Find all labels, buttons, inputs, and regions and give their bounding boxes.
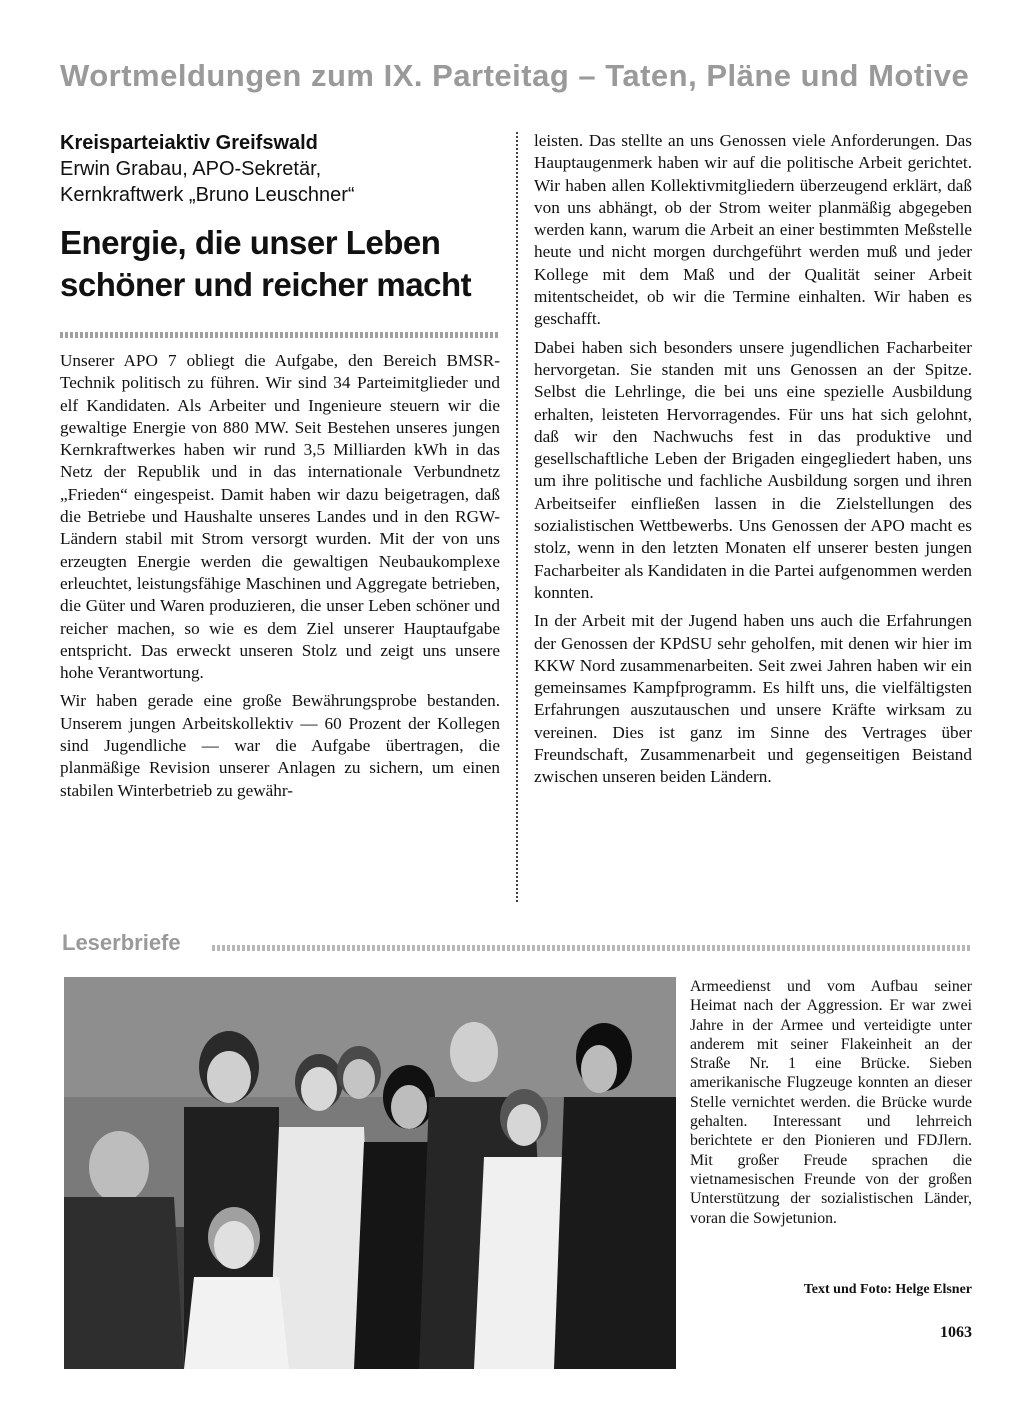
author-line-1: Erwin Grabau, APO-Sekretär, [60, 158, 322, 180]
section-label-leserbriefe: Leserbriefe [62, 930, 181, 955]
group-photo-icon [64, 977, 676, 1369]
author-line-2: Kernkraftwerk „Bruno Leuschner“ [60, 184, 355, 206]
headline [60, 222, 500, 306]
headline-line-1: Energie, die unser Leben [60, 224, 441, 261]
paragraph: In der Arbeit mit der Jugend haben uns auch die Erfahrungen der Genossen der KPdSU sehr geholfen, mit denen wir hier im KKW Nord zusammenarbeiten. Seit zwei Jahren haben wir ein gemeinsames Kampfprogramm. Es hilft uns, die vielfältigsten Erfahrungen auszutauschen und unsere Kräfte wirksam zu vereinen. Dies ist ganz im Sinne des Vertrages über Freundschaft, Zusammenarbeit und gegenseitigen Beistand zwischen unseren beiden Ländern. [534, 611, 972, 787]
column-divider [516, 132, 518, 902]
caption-text: Armeedienst und vom Aufbau seiner Heimat nach der Aggression. Er war zwei Jahre in der Armee und verteidigte unter anderem mit seiner Flakeinheit an der Straße Nr. 1 eine Brücke. Sieben amerikanische Flugzeuge konnten an dieser Stelle vernichtet werden. die Brücke wurde gehalten. Interessant und lehrreich berichtete er den Pionieren und FDJlern. Mit großer Freude sprachen die vietnamesischen Freunde von der großen Unterstützung der sozialistischen Länder, voran die Sowjetunion. [690, 978, 972, 1227]
headline-divider [60, 332, 500, 338]
section-divider [212, 945, 972, 951]
paragraph: leisten. Das stellte an uns Genossen viele Anforderungen. Das Hauptaugenmerk haben wir auf die politische Arbeit gerichtet. Wir haben allen Kollektivmitgliedern überzeugend erklärt, daß von uns abhängt, ob der Strom weiter planmäßig abgegeben werden kann, warum die Arbeit an einer bestimmten Meßstelle heute und nicht morgen durchgeführt werden muß und jeder Kollege mit dem Maß und der Qualität seiner Arbeit mitentscheidet, ob wir die Termine einhalten. Wir haben es geschafft. [534, 131, 972, 329]
photo-caption [690, 977, 972, 1228]
paragraph: Dabei haben sich besonders unsere jugendlichen Facharbeiter hervorgetan. Sie standen mit uns Genossen an der Spitze. Selbst die Lehrlinge, die bei uns eine spezielle Ausbildung erhalten, leisteten Hervorragendes. Für uns hat sich gelohnt, daß wir den Nachwuchs fest in das produktive und gesellschaftliche Leben der Brigaden eingegliedert haben, uns um ihre politische und fachliche Ausbildung sorgen und ihren Arbeitseifer einfließen lassen in die Zielstellungen des sozialistischen Wettbewerbs. Uns Genossen der APO macht es stolz, wenn in den letzten Monaten elf unserer besten jungen Facharbeiter als Kandidaten in die Partei aufgenommen werden konnten. [534, 337, 972, 602]
article-left-column [60, 130, 500, 808]
series-title: Wortmeldungen zum IX. Parteitag – Taten, Pläne und Motive [60, 58, 970, 93]
article-right-column [534, 130, 972, 795]
group-photo [64, 977, 676, 1369]
headline-line-2: schöner und reicher macht [60, 266, 472, 303]
photo-credit: Text und Foto: Helge Elsner [803, 1282, 972, 1297]
page-number: 1063 [940, 1324, 972, 1341]
organization: Kreisparteiaktiv Greifswald [60, 132, 318, 154]
paragraph: Wir haben gerade eine große Bewährungsprobe bestanden. Unserem jungen Arbeitskollektiv — 60 Prozent der Kollegen sind Jugendliche — war die Aufgabe übertragen, die planmäßige Revision unserer Anlagen zu sichern, um einen stabilen Winterbetrieb zu gewähr- [60, 691, 500, 800]
paragraph: Unserer APO 7 obliegt die Aufgabe, den Bereich BMSR-Technik politisch zu führen. Wir sind 34 Parteimitglieder und elf Kandidaten. Als Arbeiter und Ingenieure steuern wir die gewaltige Energie von 880 MW. Seit Bestehen unseres jungen Kernkraftwerkes haben wir rund 3,5 Milliarden kWh in das Netz der Republik und in das internationale Verbundnetz „Frieden“ eingespeist. Damit haben wir dazu beigetragen, daß die Betriebe und Haushalte unseres Landes und in den RGW-Ländern stabil mit Strom versorgt wurden. Mit der von uns erzeugten Energie werden die gewaltigen Neubaukomplexe erleuchtet, leistungsfähige Maschinen und Aggregate betrieben, die Güter und Waren produzieren, die unser Leben schöner und reicher machen, so wie es dem Ziel unserer Hauptaufgabe entspricht. Das erweckt unseren Stolz und zeigt uns unsere hohe Verantwortung. [60, 351, 500, 683]
